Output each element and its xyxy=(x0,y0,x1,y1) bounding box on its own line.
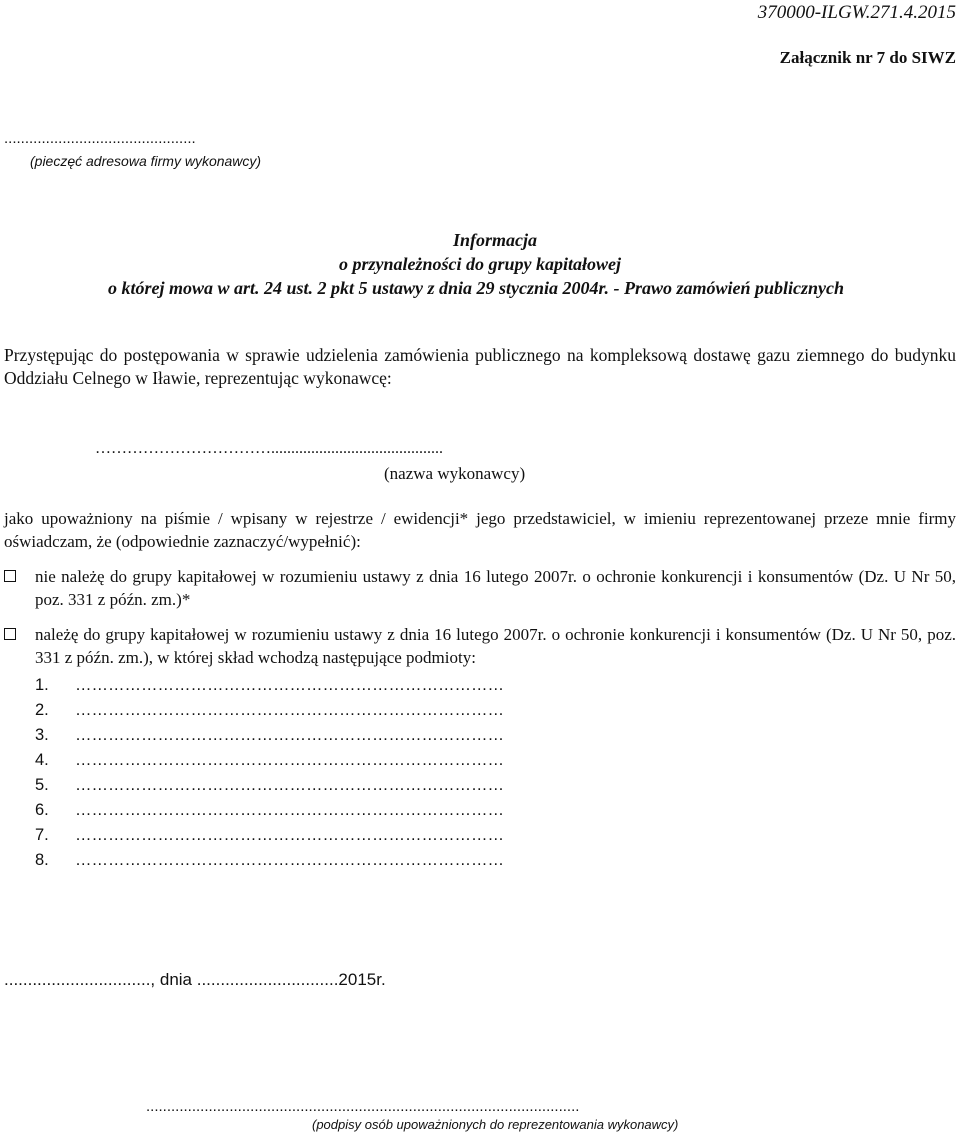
entity-field[interactable]: …………………………………………………………………… xyxy=(75,726,504,744)
annex-title: Załącznik nr 7 do SIWZ xyxy=(779,48,956,67)
list-item[interactable] xyxy=(35,673,504,698)
entity-field[interactable]: …………………………………………………………………… xyxy=(75,676,504,694)
entity-number: 7. xyxy=(35,826,49,844)
entity-number: 1. xyxy=(35,676,49,694)
entity-field[interactable]: …………………………………………………………………… xyxy=(75,851,504,869)
entity-number: 6. xyxy=(35,801,49,819)
list-item[interactable] xyxy=(35,698,504,723)
list-item[interactable] xyxy=(35,798,504,823)
signature-field[interactable]: ........................................................................................................ xyxy=(146,1098,580,1115)
entity-number: 5. xyxy=(35,776,49,794)
entity-field[interactable]: …………………………………………………………………… xyxy=(75,826,504,844)
signature-label: (podpisy osób upoważnionych do reprezentowania wykonawcy) xyxy=(312,1117,679,1132)
reference-number: 370000-ILGW.271.4.2015 xyxy=(757,2,956,23)
title-line-2: o przynależności do grupy kapitałowej xyxy=(338,254,621,274)
checkbox-member[interactable] xyxy=(4,628,16,640)
list-item[interactable] xyxy=(35,723,504,748)
entity-number: 4. xyxy=(35,751,49,769)
stamp-field[interactable]: .............................................. xyxy=(4,130,196,147)
document-title xyxy=(0,228,960,300)
title-line-3: o której mowa w art. 24 ust. 2 pkt 5 ustawy z dnia 29 stycznia 2004r. - Prawo zamówień publicznych xyxy=(107,278,845,298)
entity-number: 2. xyxy=(35,701,49,719)
list-item[interactable] xyxy=(35,848,504,873)
list-item[interactable] xyxy=(35,748,504,773)
list-item[interactable] xyxy=(35,823,504,848)
contractor-name-field[interactable]: ……………………………........................................... xyxy=(95,440,443,457)
place-date-field[interactable]: ..............................., dnia ..............................2015r. xyxy=(4,970,386,989)
entity-field[interactable]: …………………………………………………………………… xyxy=(75,801,504,819)
stamp-label: (pieczęć adresowa firmy wykonawcy) xyxy=(30,153,262,169)
intro-paragraph: Przystępując do postępowania w sprawie udzielenia zamówienia publicznego na kompleksową dostawę gazu ziemnego do budynku Oddziału Celnego w Iławie, reprezentując wykonawcę: xyxy=(4,345,956,388)
entity-field[interactable]: …………………………………………………………………… xyxy=(75,701,504,719)
entity-number: 3. xyxy=(35,726,49,744)
option-not-member-text: nie należę do grupy kapitałowej w rozumieniu ustawy z dnia 16 lutego 2007r. o ochronie konkurencji i konsumentów (Dz. U Nr 50, poz. 331 z późn. zm.)* xyxy=(35,567,956,609)
title-line-1: Informacja xyxy=(452,230,537,250)
list-item[interactable] xyxy=(35,773,504,798)
entity-list xyxy=(35,673,504,873)
entity-field[interactable]: …………………………………………………………………… xyxy=(75,751,504,769)
contractor-name-label: (nazwa wykonawcy) xyxy=(384,464,526,483)
entity-field[interactable]: …………………………………………………………………… xyxy=(75,776,504,794)
authorization-paragraph: jako upoważniony na piśmie / wpisany w rejestrze / ewidencji* jego przedstawiciel, w imieniu reprezentowanej przeze mnie firmy oświadczam, że (odpowiednie zaznaczyć/wypełnić): xyxy=(4,509,956,551)
option-member-text: należę do grupy kapitałowej w rozumieniu ustawy z dnia 16 lutego 2007r. o ochronie konkurencji i konsumentów (Dz. U Nr 50, poz. 331 z późn. zm.), w której skład wchodzą następujące podmioty: xyxy=(35,625,956,667)
entity-number: 8. xyxy=(35,851,49,869)
checkbox-not-member[interactable] xyxy=(4,570,16,582)
